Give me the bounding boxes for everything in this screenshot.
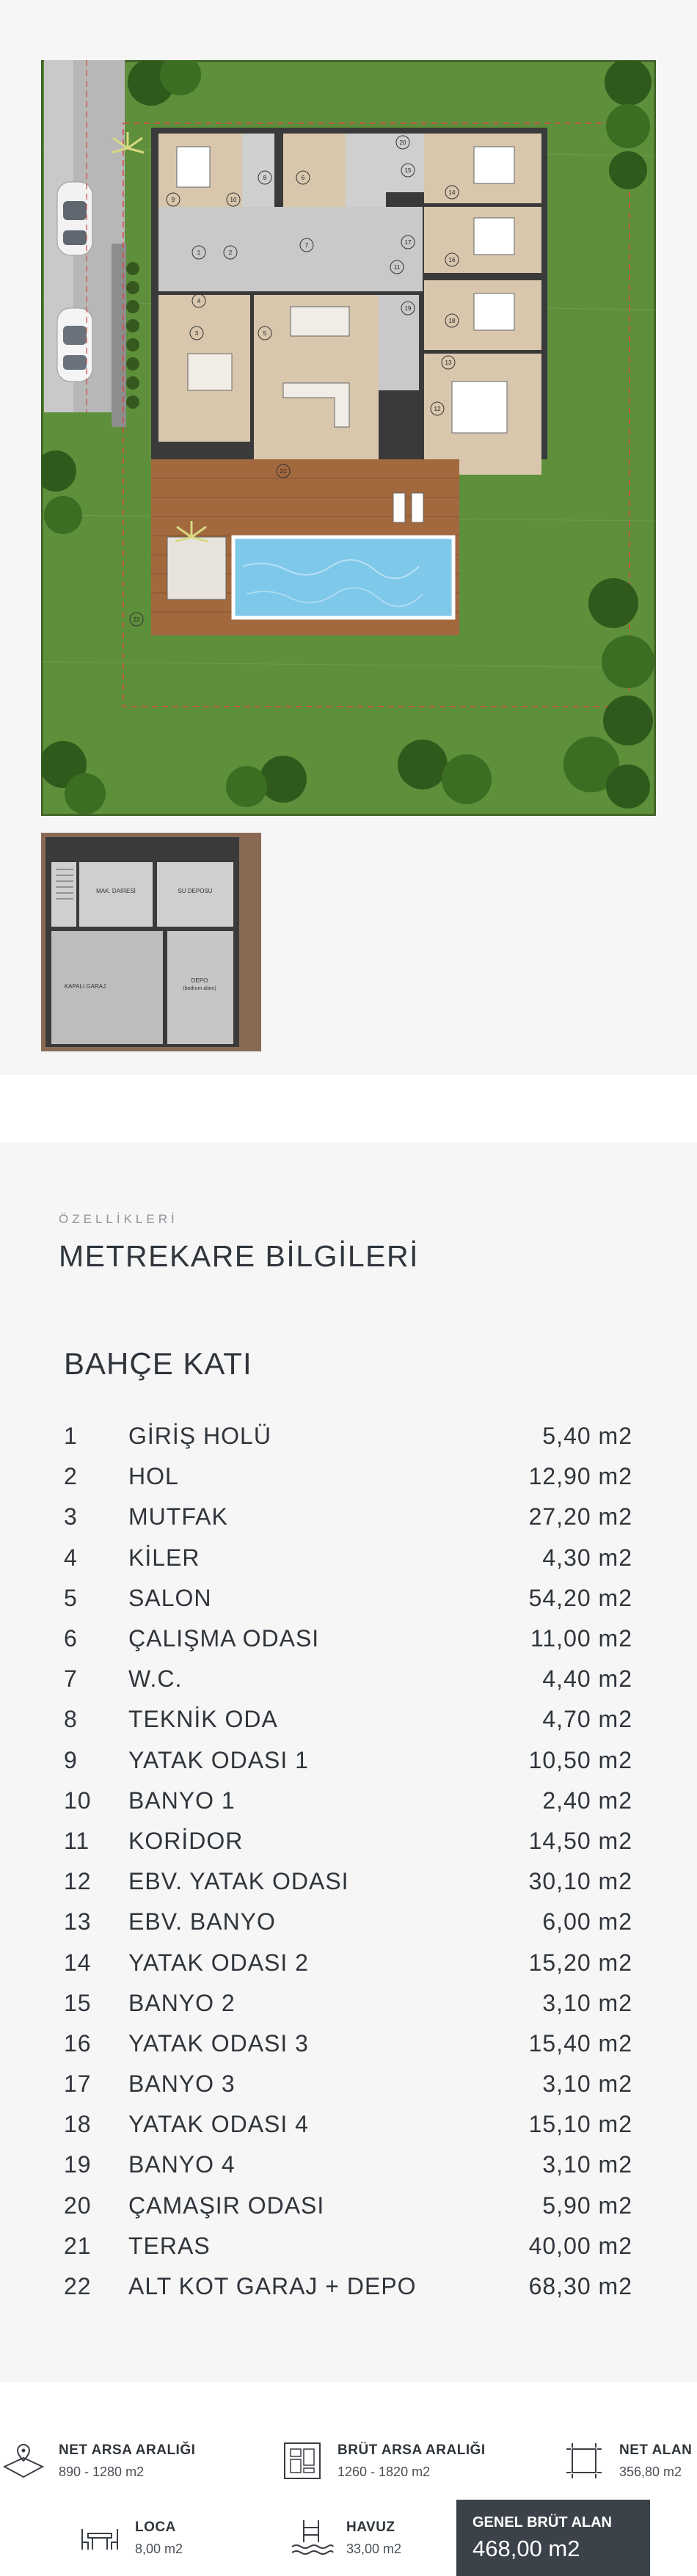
room-row [64,2226,632,2266]
room-area: 3,10 m2 [542,1989,632,2016]
room-number: 8 [64,1706,78,1733]
room-number: 5 [64,1584,78,1611]
room-area: 4,70 m2 [542,1706,632,1733]
room-area: 4,30 m2 [542,1544,632,1571]
room-badge-number: 7 [304,242,309,249]
room-area: 15,10 m2 [528,2111,632,2138]
room-area: 27,20 m2 [528,1503,632,1530]
room-badge-number: 18 [448,318,456,324]
total-gross-area-label: GENEL BRÜT ALAN [472,2514,612,2531]
room-badge-number: 3 [194,330,199,337]
section-title: METREKARE BİLGİLERİ [59,1239,420,1273]
room-name: YATAK ODASI 4 [128,2111,309,2138]
room-name: ÇAMAŞIR ODASI [128,2192,325,2219]
pool [233,537,453,618]
gross-plot-value: 1260 - 1820 m2 [337,2464,431,2479]
room-name: YATAK ODASI 3 [128,2029,309,2057]
room-badge-number: 4 [197,298,201,304]
total-gross-area-box [456,2500,650,2576]
room-name: BANYO 2 [128,1989,236,2016]
room-area: 15,40 m2 [528,2029,632,2057]
room-area: 11,00 m2 [530,1625,632,1652]
room-number: 18 [64,2111,92,2138]
room-row [64,1781,632,1821]
room-name: TEKNİK ODA [128,1706,278,1733]
room-name: BANYO 4 [128,2151,236,2178]
room-name: KORİDOR [128,1827,244,1854]
room-badge-number: 2 [228,249,233,256]
basement-plan-drawing [41,833,261,1051]
room-row [64,1538,632,1578]
room-area: 15,20 m2 [528,1949,632,1976]
room-area: 68,30 m2 [528,2273,632,2300]
room-row [64,1699,632,1740]
net-plot-value: 890 - 1280 m2 [59,2464,145,2479]
room-name: HOL [128,1463,179,1490]
stat-net-area [561,2437,692,2484]
room-number: 11 [64,1827,90,1854]
room-name: SALON [128,1584,212,1611]
room-badge-number: 8 [263,175,267,181]
room-row [64,1619,632,1659]
room-badge-number: 21 [280,468,287,475]
room-number: 13 [64,1908,92,1935]
basement-plan [41,833,261,1051]
room-name: EBV. YATAK ODASI [128,1868,349,1895]
room-number: 15 [64,1989,92,2016]
room-name: TERAS [128,2232,211,2259]
room-row [64,1497,632,1537]
room-badge-number: 11 [393,264,401,271]
room-number: 6 [64,1625,78,1652]
room-name: ALT KOT GARAJ + DEPO [128,2273,417,2300]
room-row [64,1902,632,1942]
room-name: GİRİŞ HOLÜ [128,1423,271,1450]
room-badge-number: 15 [404,167,412,174]
floor-plan-section [0,0,697,1075]
total-gross-area-value: 468,00 m2 [472,2536,580,2561]
room-area: 30,10 m2 [528,1868,632,1895]
room-area: 4,40 m2 [542,1665,632,1693]
room-area: 40,00 m2 [528,2232,632,2259]
water-tank-label: SU DEPOSU [178,888,213,894]
area-frame-icon [561,2437,607,2484]
room-number: 20 [64,2192,92,2219]
garage-label: KAPALI GARAJ [64,983,106,990]
stat-pool [288,2514,401,2561]
room-number: 17 [64,2070,92,2098]
room-badge-number: 17 [404,239,412,246]
room-name: EBV. BANYO [128,1908,276,1935]
room-number: 14 [64,1949,92,1976]
room-badge-number: 6 [301,175,305,181]
room-number: 22 [64,2273,92,2300]
room-badge-number: 9 [171,197,175,203]
room-row [64,1456,632,1497]
pool-ladder-icon [288,2514,335,2561]
car-white-2 [57,308,92,382]
room-badge-number: 19 [404,305,412,312]
pool-value: 33,00 m2 [346,2541,402,2556]
ground-floor-plan [41,60,656,816]
blueprint-icon [279,2437,326,2484]
machine-room-label: MAK. DAİRESİ [96,888,136,894]
stat-gross-plot [279,2437,486,2484]
net-area-label: NET ALAN [619,2442,693,2458]
room-row [64,1740,632,1781]
car-white [57,182,92,255]
stat-loca [76,2514,183,2561]
room-name: MUTFAK [128,1503,228,1530]
room-name: W.C. [128,1665,183,1693]
room-name: KİLER [128,1544,200,1571]
room-number: 21 [64,2232,92,2259]
net-plot-label: NET ARSA ARALIĞI [59,2442,196,2458]
room-row [64,1578,632,1619]
room-badge-number: 12 [434,406,441,412]
room-number: 4 [64,1544,78,1571]
room-area: 12,90 m2 [528,1463,632,1490]
loca-value: 8,00 m2 [135,2541,183,2556]
room-area: 6,00 m2 [542,1908,632,1935]
room-badge-number: 10 [230,197,237,203]
room-row [64,1659,632,1699]
room-number: 7 [64,1665,78,1693]
room-number: 3 [64,1503,78,1530]
section-gap [0,1075,697,1142]
room-row [64,2266,632,2307]
section-eyebrow: ÖZELLİKLERİ [59,1212,178,1226]
room-area: 5,90 m2 [542,2192,632,2219]
room-name: YATAK ODASI 1 [128,1746,309,1773]
plot-map-icon [0,2437,47,2484]
room-number: 9 [64,1746,78,1773]
room-number: 19 [64,2151,92,2178]
room-number: 10 [64,1787,92,1814]
room-row [64,1416,632,1456]
room-row [64,1821,632,1861]
dining-table-icon [76,2514,123,2561]
stat-net-plot [0,2437,195,2484]
room-number: 12 [64,1868,92,1895]
room-badge-number: 22 [133,616,140,623]
room-number: 2 [64,1463,78,1490]
stats-footer [0,2382,697,2576]
room-badge-number: 16 [448,257,456,263]
room-area-list [64,1416,632,2307]
room-row [64,1861,632,1902]
room-area: 2,40 m2 [542,1787,632,1814]
room-number: 1 [64,1423,78,1450]
gross-plot-label: BRÜT ARSA ARALIĞI [337,2442,486,2458]
storage-sub-label: (bodrum alanı) [183,986,216,991]
floor-title: BAHÇE KATI [64,1346,252,1381]
ground-floor-plan-drawing [41,60,656,816]
area-specs-section [0,1142,697,2382]
room-row [64,1942,632,1982]
room-area: 14,50 m2 [528,1827,632,1854]
room-number: 16 [64,2029,92,2057]
room-badge-number: 13 [445,360,452,366]
room-row [64,2104,632,2145]
loca-label: LOCA [135,2519,176,2535]
room-row [64,2145,632,2185]
room-row [64,2024,632,2064]
room-area: 5,40 m2 [542,1423,632,1450]
pool-label: HAVUZ [346,2519,395,2535]
room-area: 10,50 m2 [528,1746,632,1773]
room-badge-number: 1 [197,249,201,256]
room-name: BANYO 3 [128,2070,236,2098]
room-name: YATAK ODASI 2 [128,1949,309,1976]
room-area: 3,10 m2 [542,2070,632,2098]
room-badge-number: 20 [399,139,406,146]
room-name: BANYO 1 [128,1787,236,1814]
room-row [64,2186,632,2226]
storage-label: DEPO [191,977,208,984]
room-name: ÇALIŞMA ODASI [128,1625,320,1652]
net-area-value: 356,80 m2 [619,2464,682,2479]
room-row [64,2064,632,2104]
room-badge-number: 14 [448,189,456,196]
room-row [64,1983,632,2024]
room-badge-number: 5 [263,330,267,337]
room-area: 3,10 m2 [542,2151,632,2178]
room-area: 54,20 m2 [528,1584,632,1611]
